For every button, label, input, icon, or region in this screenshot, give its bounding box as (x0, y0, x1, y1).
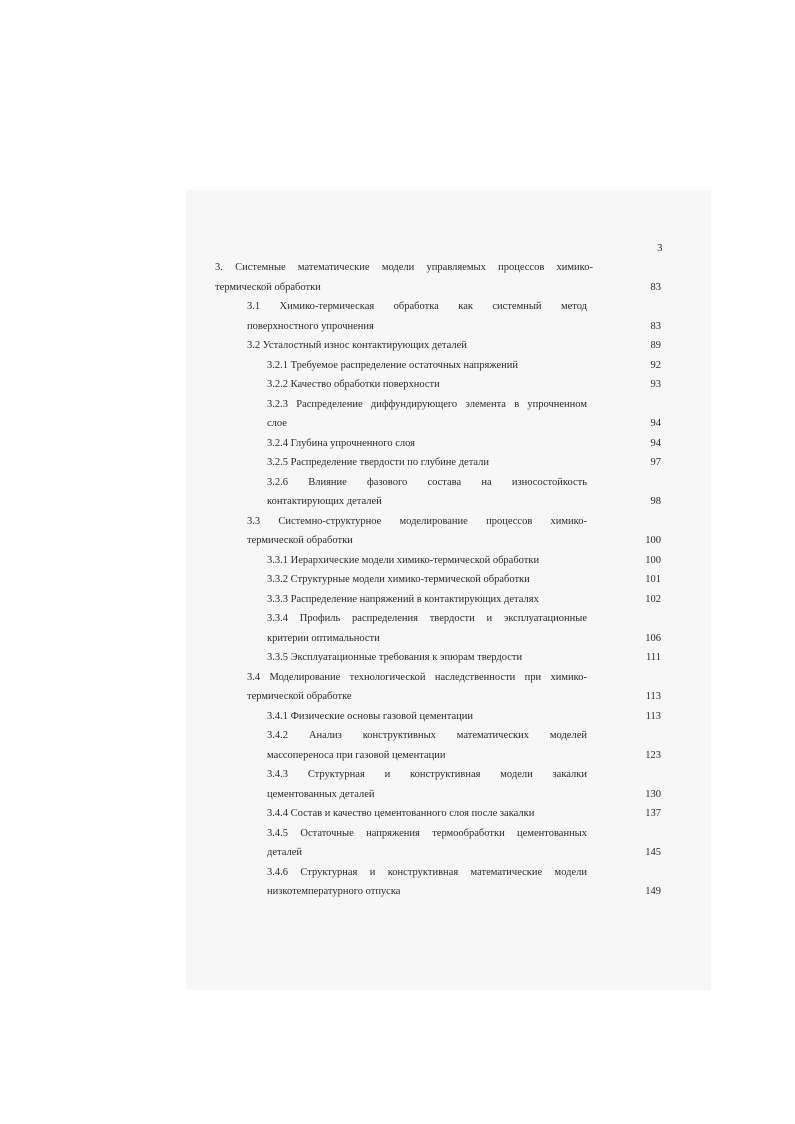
toc-entry (267, 804, 661, 824)
toc-entry-page: 137 (645, 808, 661, 819)
toc-entry-text: низкотемпературного отпуска (267, 886, 401, 897)
toc-entry-page: 106 (645, 632, 661, 644)
toc-entry-page: 94 (650, 418, 661, 429)
toc-entry (267, 824, 661, 863)
toc-entry (267, 473, 661, 512)
toc-entry-page: 145 (645, 847, 661, 858)
toc-entry (267, 570, 661, 590)
toc-entry-text: 3.3 Системно-структурное моделирование процессов химико- (247, 515, 587, 527)
toc-entry (247, 668, 661, 707)
toc-entry-page: 111 (646, 652, 661, 663)
toc-entry (267, 395, 661, 434)
toc-entry-text: 3.4.4 Состав и качество цементованного слоя после закалки (267, 808, 535, 819)
toc-entry-page: 89 (650, 340, 661, 351)
toc-entry-page: 113 (645, 691, 661, 702)
toc-entry-text: 3.1 Химико-термическая обработка как системный метод (247, 301, 587, 312)
toc-entry-page: 83 (650, 281, 661, 293)
toc-entry-text: 3.2.3 Распределение диффундирующего элемента в упрочненном (267, 398, 587, 410)
toc-entry-page: 98 (650, 496, 661, 507)
toc-entry (267, 375, 661, 395)
toc-entry-text: 3.4.1 Физические основы газовой цементации (267, 710, 473, 722)
table-of-contents (215, 258, 661, 902)
toc-entry (267, 356, 661, 376)
toc-entry-page: 149 (645, 886, 661, 897)
toc-entry (267, 765, 661, 804)
toc-entry-text: 3.4.5 Остаточные напряжения термообработки цементованных (267, 827, 587, 839)
toc-entry (267, 726, 661, 765)
toc-entry-page: 102 (645, 593, 661, 605)
toc-entry-text: 3.2.2 Качество обработки поверхности (267, 379, 440, 390)
toc-entry-text: массопереноса при газовой цементации (267, 749, 446, 761)
toc-entry-text: 3.4 Моделирование технологической наследственности при химико- (247, 671, 587, 683)
toc-entry-text: 3. Системные математические модели управляемых процессов химико- (215, 262, 593, 273)
toc-entry-text: 3.3.5 Эксплуатационные требования к эпюрам твердости (267, 652, 523, 663)
toc-entry-text: 3.3.1 Иерархические модели химико-термической обработки (267, 554, 540, 566)
toc-entry (247, 297, 661, 336)
toc-entry (267, 434, 661, 454)
toc-entry-text: 3.3.3 Распределение напряжений в контактирующих деталях (267, 593, 539, 605)
page-number: 3 (657, 242, 663, 254)
toc-entry (267, 707, 661, 727)
toc-entry-text: 3.2.5 Распределение твердости по глубине детали (267, 457, 490, 468)
toc-entry (267, 453, 661, 473)
toc-entry (267, 648, 661, 668)
toc-entry-text: 3.3.2 Структурные модели химико-термической обработки (267, 574, 530, 585)
toc-entry-text: 3.2.4 Глубина упрочненного слоя (267, 437, 415, 449)
toc-entry-text: 3.2.6 Влияние фазового состава на износостойкость (267, 476, 587, 488)
toc-entry-page: 92 (650, 359, 661, 371)
toc-entry-text: термической обработки (247, 535, 353, 546)
toc-entry-page: 123 (645, 749, 661, 761)
toc-entry (267, 551, 661, 571)
toc-entry (267, 590, 661, 610)
toc-entry-text: 3.2.1 Требуемое распределение остаточных напряжений (267, 359, 518, 371)
toc-entry (247, 336, 661, 356)
toc-entry (247, 512, 661, 551)
toc-entry-text: цементованных деталей (267, 788, 375, 800)
toc-entry-text: термической обработке (247, 691, 352, 702)
toc-entry-text: 3.4.6 Структурная и конструктивная математические модели (267, 866, 587, 878)
toc-entry-page: 113 (645, 710, 661, 722)
toc-entry-text: контактирующих деталей (267, 496, 382, 507)
toc-entry (267, 863, 661, 902)
toc-entry-page: 100 (645, 535, 661, 546)
toc-entry-text: термической обработки (215, 281, 321, 293)
toc-entry-text: деталей (267, 847, 302, 858)
toc-entry-page: 101 (645, 574, 661, 585)
toc-entry-page: 130 (645, 788, 661, 800)
toc-entry (267, 609, 661, 648)
toc-entry-page: 100 (645, 554, 661, 566)
toc-entry-page: 97 (650, 457, 661, 468)
toc-entry-text: 3.2 Усталостный износ контактирующих деталей (247, 340, 467, 351)
toc-entry-text: слое (267, 418, 287, 429)
toc-entry-text: поверхностного упрочнения (247, 320, 374, 332)
toc-entry-text: 3.3.4 Профиль распределения твердости и эксплуатационные (267, 613, 587, 624)
toc-entry-page: 83 (650, 320, 661, 332)
toc-entry-page: 94 (650, 437, 661, 449)
toc-entry (215, 258, 661, 297)
toc-entry-text: 3.4.2 Анализ конструктивных математических моделей (267, 730, 587, 741)
toc-entry-page: 93 (650, 379, 661, 390)
toc-entry-text: критерии оптимальности (267, 632, 380, 644)
toc-entry-text: 3.4.3 Структурная и конструктивная модели закалки (267, 769, 587, 780)
